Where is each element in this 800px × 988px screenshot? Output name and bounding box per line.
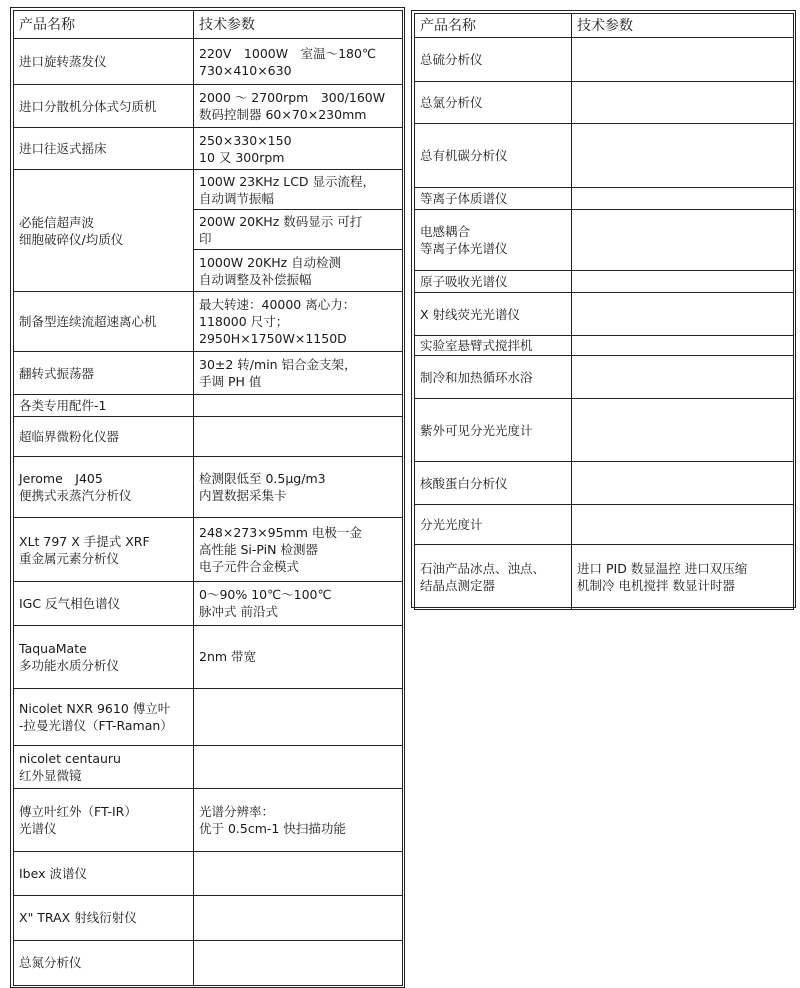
product-name: 进口往返式摇床 xyxy=(14,128,194,170)
product-spec xyxy=(572,336,794,356)
product-name: IGC 反气相色谱仪 xyxy=(14,582,194,625)
header-tech-spec: 技术参数 xyxy=(572,14,794,38)
product-name: 总有机碳分析仪 xyxy=(415,124,572,188)
product-spec xyxy=(194,688,403,745)
product-spec: 30±2 转/min 铝合金支架， 手调 PH 值 xyxy=(194,352,403,395)
product-name: 总氮分析仪 xyxy=(14,940,194,985)
product-spec xyxy=(572,505,794,545)
product-spec xyxy=(194,745,403,788)
product-spec: 2000 ～ 2700rpm 300/160W 数码控制器 60×70×230mm xyxy=(194,85,403,128)
header-tech-spec: 技术参数 xyxy=(194,11,403,39)
product-name: Ibex 波谱仪 xyxy=(14,851,194,895)
product-name: 翻转式振荡器 xyxy=(14,352,194,395)
product-name: 总氯分析仪 xyxy=(415,82,572,124)
product-spec: 光谱分辨率： 优于 0.5cm-1 快扫描功能 xyxy=(194,788,403,851)
product-spec xyxy=(572,462,794,505)
product-spec: 进口 PID 数显温控 进口双压缩 机制冷 电机搅拌 数显计时器 xyxy=(572,545,794,610)
product-name: 制冷和加热循环水浴 xyxy=(415,356,572,399)
product-name: 傅立叶红外（FT-IR） 光谱仪 xyxy=(14,788,194,851)
product-spec: 250×330×150 10 又 300rpm xyxy=(194,128,403,170)
product-name: 核酸蛋白分析仪 xyxy=(415,462,572,505)
header-product-name: 产品名称 xyxy=(14,11,194,39)
product-name: Jerome J405 便携式汞蒸汽分析仪 xyxy=(14,457,194,518)
product-name: nicolet centauru 红外显微镜 xyxy=(14,745,194,788)
product-spec xyxy=(572,82,794,124)
product-name: 超临界微粉化仪器 xyxy=(14,417,194,457)
product-name: 进口旋转蒸发仪 xyxy=(14,39,194,85)
product-spec xyxy=(572,356,794,399)
product-spec xyxy=(194,940,403,985)
product-spec xyxy=(572,293,794,336)
product-name: 等离子体质谱仪 xyxy=(415,188,572,210)
header-product-name: 产品名称 xyxy=(415,14,572,38)
product-name: 紫外可见分光光度计 xyxy=(415,399,572,462)
product-spec: 200W 20KHz 数码显示 可打 印 xyxy=(194,210,403,250)
product-name: XLt 797 X 手提式 XRF 重金属元素分析仪 xyxy=(14,518,194,582)
product-name: 制备型连续流超速离心机 xyxy=(14,292,194,352)
product-spec: 2nm 带宽 xyxy=(194,625,403,688)
product-spec: 1000W 20KHz 自动检测 自动调整及补偿振幅 xyxy=(194,250,403,292)
product-spec xyxy=(572,188,794,210)
product-spec xyxy=(194,895,403,940)
product-spec xyxy=(572,271,794,293)
product-name: 分光光度计 xyxy=(415,505,572,545)
product-name: Nicolet NXR 9610 傅立叶 -拉曼光谱仪（FT-Raman） xyxy=(14,688,194,745)
product-spec xyxy=(572,399,794,462)
product-spec: 最大转速：40000 离心力： 118000 尺寸； 2950H×1750W×1150D xyxy=(194,292,403,352)
product-name: X" TRAX 射线衍射仪 xyxy=(14,895,194,940)
product-name: 实验室悬臂式搅拌机 xyxy=(415,336,572,356)
product-spec: 220V 1000W 室温～180℃ 730×410×630 xyxy=(194,39,403,85)
product-spec: 100W 23KHz LCD 显示流程， 自动调节振幅 xyxy=(194,170,403,210)
product-name: 石油产品冰点、浊点、 结晶点测定器 xyxy=(415,545,572,610)
product-spec xyxy=(194,851,403,895)
left-product-table xyxy=(13,10,403,986)
product-spec: 检测限低至 0.5μg/m3 内置数据采集卡 xyxy=(194,457,403,518)
product-name: 原子吸收光谱仪 xyxy=(415,271,572,293)
product-name: 电感耦合 等离子体光谱仪 xyxy=(415,210,572,271)
product-name: 进口分散机分体式匀质机 xyxy=(14,85,194,128)
product-name: TaquaMate 多功能水质分析仪 xyxy=(14,625,194,688)
product-name: 各类专用配件-1 xyxy=(14,395,194,417)
product-spec xyxy=(572,210,794,271)
product-spec xyxy=(194,417,403,457)
product-spec xyxy=(572,124,794,188)
product-name: X 射线荧光光谱仪 xyxy=(415,293,572,336)
product-spec: 248×273×95mm 电极一金 高性能 Si-PiN 检测器 电子元件合金模式 xyxy=(194,518,403,582)
right-product-table xyxy=(414,13,794,610)
product-name: 总硫分析仪 xyxy=(415,38,572,82)
product-spec: 0～90% 10℃～100℃ 脉冲式 前沿式 xyxy=(194,582,403,625)
product-spec xyxy=(194,395,403,417)
product-name: 必能信超声波 细胞破碎仪/均质仪 xyxy=(14,170,194,292)
product-spec xyxy=(572,38,794,82)
